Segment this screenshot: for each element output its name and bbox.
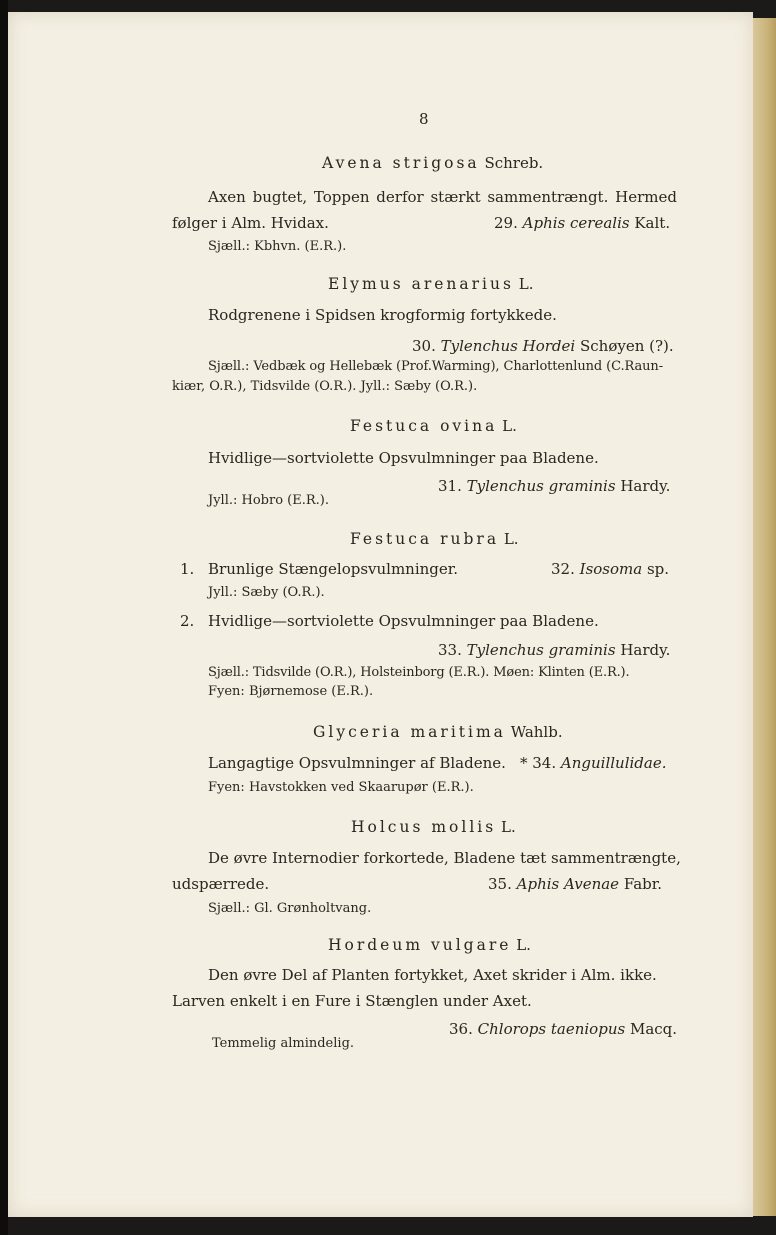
pest-number: 30. xyxy=(412,337,436,355)
species-author: Wahlb. xyxy=(510,723,563,741)
species-author: L. xyxy=(518,275,534,293)
heading-festuca-ovina xyxy=(350,417,517,435)
description: udspærrede. xyxy=(172,875,270,893)
pest-entry xyxy=(438,641,670,659)
species-author: L. xyxy=(503,530,519,548)
pest-author: Fabr. xyxy=(623,875,663,893)
description: Rodgrenene i Spidsen krogformig fortykkede. xyxy=(208,306,557,324)
description: Brunlige Stængelopsvulmninger. xyxy=(208,560,459,578)
item-number: 2. xyxy=(180,612,195,630)
species-name: Elymus arenarius xyxy=(328,275,514,293)
pest-name: Isosoma xyxy=(579,560,643,578)
description: Axen bugtet, Toppen derfor stærkt sammentrængt. Hermed xyxy=(208,188,677,206)
heading-festuca-rubra xyxy=(350,530,519,548)
species-name: Avena strigosa xyxy=(322,154,480,172)
pest-entry xyxy=(449,1020,677,1038)
species-author: L. xyxy=(501,818,516,836)
description: følger i Alm. Hvidax. xyxy=(172,214,329,232)
pest-number: 33. xyxy=(438,641,462,659)
pest-entry xyxy=(520,754,667,772)
page-edge xyxy=(753,18,776,1216)
species-name: Festuca ovina xyxy=(350,417,498,435)
pest-number: 36. xyxy=(449,1020,473,1038)
heading-glyceria xyxy=(313,723,563,741)
pest-name: Aphis Avenae xyxy=(516,875,620,893)
heading-elymus xyxy=(328,275,533,293)
binding-edge xyxy=(0,0,8,1235)
pest-entry xyxy=(412,337,674,355)
pest-name: Tylenchus graminis xyxy=(466,477,616,495)
heading-hordeum xyxy=(328,936,531,954)
species-author: L. xyxy=(516,936,531,954)
locality: Sjæll.: Tidsvilde (O.R.), Holsteinborg (E.R.). Møen: Klinten (E.R.). xyxy=(208,665,630,680)
pest-author: Hardy. xyxy=(620,641,671,659)
description: Larven enkelt i en Fure i Stænglen under Axet. xyxy=(172,992,532,1010)
pest-name: Anguillulidae. xyxy=(560,754,667,772)
locality: kiær, O.R.), Tidsvilde (O.R.). Jyll.: Sæby (O.R.). xyxy=(172,379,478,394)
pest-author: Hardy. xyxy=(620,477,671,495)
pest-entry xyxy=(488,875,662,893)
locality: Fyen: Havstokken ved Skaarupør (E.R.). xyxy=(208,780,474,795)
species-author: Schreb. xyxy=(484,154,544,172)
locality: Sjæll.: Kbhvn. (E.R.). xyxy=(208,239,347,254)
pest-entry xyxy=(494,214,670,232)
pest-number: * 34. xyxy=(520,754,557,772)
pest-name: Aphis cerealis xyxy=(522,214,630,232)
pest-author: Kalt. xyxy=(634,214,671,232)
pest-author: sp. xyxy=(646,560,670,578)
locality: Jyll.: Sæby (O.R.). xyxy=(208,585,325,600)
heading-avena xyxy=(322,154,543,172)
species-name: Hordeum vulgare xyxy=(328,936,512,954)
item-number: 1. xyxy=(180,560,195,578)
locality: Sjæll.: Gl. Grønholtvang. xyxy=(208,901,372,916)
description: Den øvre Del af Planten fortykket, Axet skrider i Alm. ikke. xyxy=(208,966,657,984)
locality: Temmelig almindelig. xyxy=(212,1036,355,1051)
pest-number: 31. xyxy=(438,477,462,495)
species-author: L. xyxy=(502,417,517,435)
page-number: 8 xyxy=(419,110,429,128)
pest-number: 35. xyxy=(488,875,512,893)
pest-name: Chlorops taeniopus xyxy=(477,1020,626,1038)
pest-entry xyxy=(438,477,670,495)
heading-holcus xyxy=(351,818,516,836)
pest-author: Schøyen (?). xyxy=(579,337,674,355)
description: Hvidlige—sortviolette Opsvulmninger paa Bladene. xyxy=(208,612,599,630)
pest-name: Tylenchus graminis xyxy=(466,641,616,659)
pest-number: 32. xyxy=(551,560,575,578)
pest-name: Tylenchus Hordei xyxy=(440,337,576,355)
pest-entry xyxy=(551,560,669,578)
pest-number: 29. xyxy=(494,214,518,232)
locality: Jyll.: Hobro (E.R.). xyxy=(208,493,329,508)
locality: Fyen: Bjørnemose (E.R.). xyxy=(208,684,374,699)
pest-author: Macq. xyxy=(629,1020,678,1038)
species-name: Festuca rubra xyxy=(350,530,500,548)
description: De øvre Internodier forkortede, Bladene tæt sammentrængte, xyxy=(208,849,681,867)
description: Langagtige Opsvulmninger af Bladene. xyxy=(208,754,506,772)
description: Hvidlige—sortviolette Opsvulmninger paa Bladene. xyxy=(208,449,599,467)
species-name: Holcus mollis xyxy=(351,818,497,836)
locality: Sjæll.: Vedbæk og Hellebæk (Prof.Warming), Charlottenlund (C.Raun- xyxy=(208,359,664,374)
species-name: Glyceria maritima xyxy=(313,723,506,741)
